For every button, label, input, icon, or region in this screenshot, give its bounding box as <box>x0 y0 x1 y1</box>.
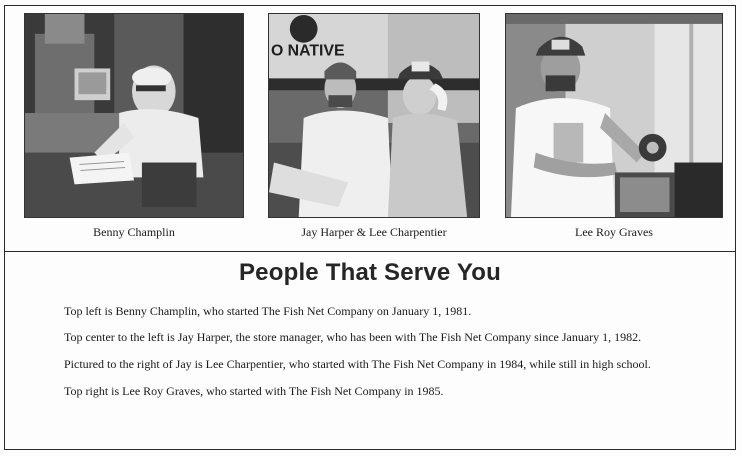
section-divider <box>4 251 736 252</box>
photo-lee-roy-graves <box>505 13 723 218</box>
photo-caption-jay-lee: Jay Harper & Lee Charpentier <box>301 225 447 239</box>
photo-caption-benny: Benny Champlin <box>93 225 175 239</box>
photo-jay-harper-lee-charpentier <box>268 13 480 218</box>
paragraph-lee: Pictured to the right of Jay is Lee Charpentier, who started with The Fish Net Company in 1984, while still in high school. <box>64 357 651 371</box>
paragraph-benny: Top left is Benny Champlin, who started The Fish Net Company on January 1, 1981. <box>64 304 472 318</box>
section-heading: People That Serve You <box>238 259 502 286</box>
store-sign-text: O NATIVE <box>270 42 345 60</box>
photo-benny-champlin <box>24 13 244 218</box>
paragraph-jay: Top center to the left is Jay Harper, the store manager, who has been with The Fish Net Company since January 1, 1982. <box>64 330 642 344</box>
photo-caption-lee-roy: Lee Roy Graves <box>575 225 653 239</box>
paragraph-lee-roy: Top right is Lee Roy Graves, who started with The Fish Net Company in 1985. <box>64 384 444 398</box>
